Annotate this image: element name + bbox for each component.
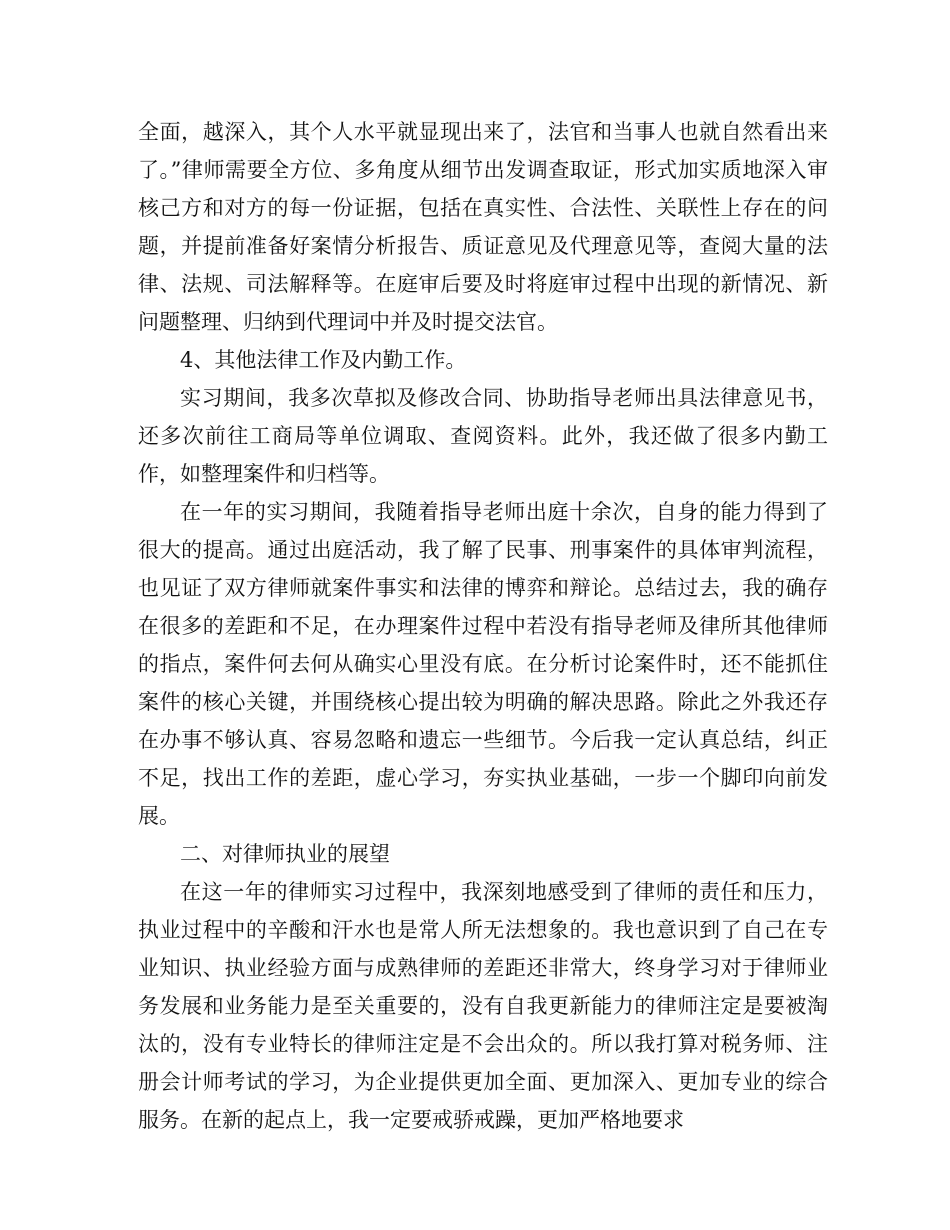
document-body <box>138 113 828 1139</box>
paragraph-career-outlook: 在这一年的律师实习过程中，我深刻地感受到了律师的责任和压力，执业过程中的辛酸和汗水也是常人所无法想象的。我也意识到了自己在专业知识、执业经验方面与成熟律师的差距还非常大，终身学习对于律师业务发展和业务能力是至关重要的，没有自我更新能力的律师注定是要被淘汰的，没有专业特长的律师注定是不会出众的。所以我打算对税务师、注册会计师考试的学习，为企业提供更加全面、更加深入、更加专业的综合服务。在新的起点上，我一定要戒骄戒躁，更加严格地要求 <box>138 880 828 1132</box>
paragraph-evidence-review: 全面，越深入，其个人水平就显现出来了，法官和当事人也就自然看出来了。”律师需要全方位、多角度从细节出发调查取证，形式加实质地深入审核己方和对方的每一份证据，包括在真实性、合法性、关联性上存在的问题，并提前准备好案情分析报告、质证意见及代理意见等，查阅大量的法律、法规、司法解释等。在庭审后要及时将庭审过程中出现的新情况、新问题整理、归纳到代理词中并及时提交法官。 <box>138 120 828 334</box>
paragraph-internship-tasks: 实习期间，我多次草拟及修改合同、协助指导老师出具法律意见书，还多次前往工商局等单位调取、查阅资料。此外，我还做了很多内勤工作，如整理案件和归档等。 <box>138 386 828 486</box>
section-heading-other-legal-work: 4、其他法律工作及内勤工作。 <box>180 348 467 372</box>
section-heading-career-outlook: 二、对律师执业的展望 <box>180 842 390 866</box>
paragraph-year-summary: 在一年的实习期间，我随着指导老师出庭十余次，自身的能力得到了很大的提高。通过出庭活动，我了解了民事、刑事案件的具体审判流程，也见证了双方律师就案件事实和法律的博弈和辩论。总结过去，我的确存在很多的差距和不足，在办理案件过程中若没有指导老师及律所其他律师的指点，案件何去何从确实心里没有底。在分析讨论案件时，还不能抓住案件的核心关键，并围绕核心提出较为明确的解决思路。除此之外我还存在办事不够认真、容易忽略和遗忘一些细节。今后我一定认真总结，纠正不足，找出工作的差距，虚心学习，夯实执业基础，一步一个脚印向前发展。 <box>138 500 828 828</box>
